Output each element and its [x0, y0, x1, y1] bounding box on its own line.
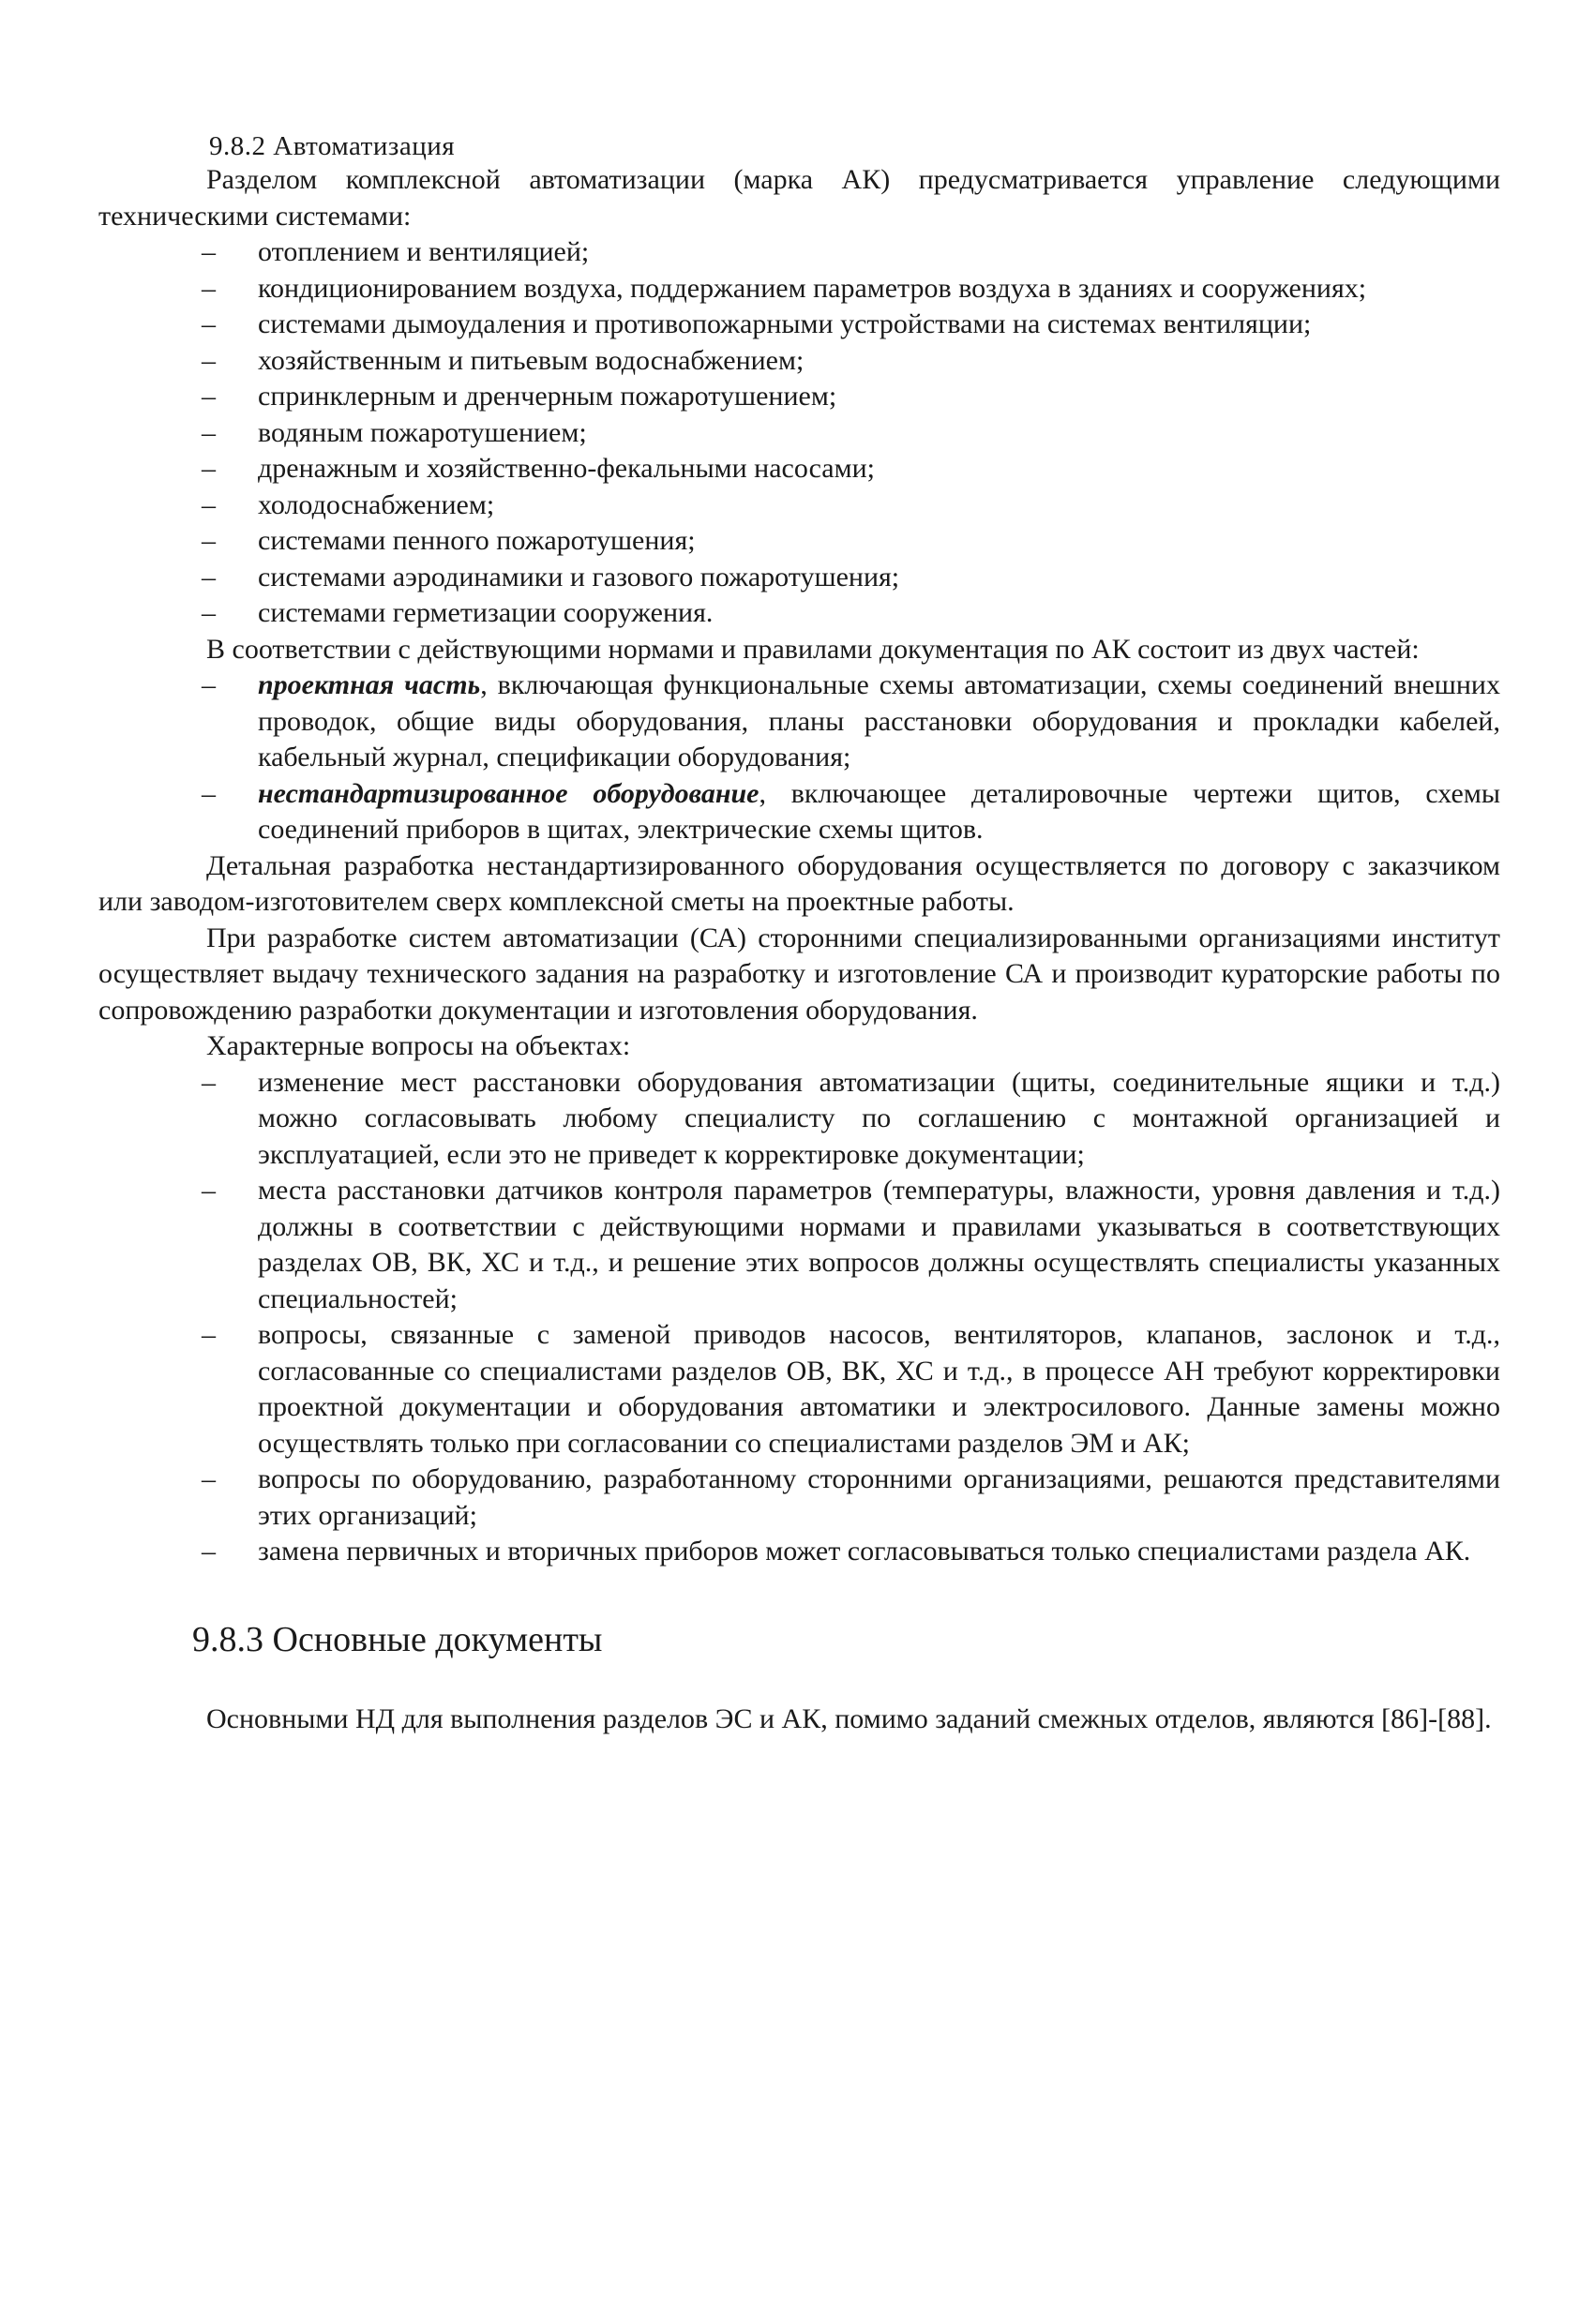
typical-issues-list	[98, 1065, 1500, 1570]
automation-intro-paragraph: Разделом комплексной автоматизации (марка АК) предусматривается управление следующими техническими системами:	[98, 164, 1500, 232]
detail-development-paragraph: Детальная разработка нестандартизированного оборудования осуществляется по договору с заказчиком или заводом-изготовителем сверх комплексной сметы на проектные работы.	[98, 849, 1500, 917]
term-design-part-text: , включающая функциональные схемы автоматизации, схемы соединений внешних проводок, общие виды оборудования, планы расстановки оборудования и прокладки кабелей, кабельный журнал, спецификации оборудования;	[258, 669, 1500, 772]
list-item	[202, 667, 1500, 776]
list-item: – системами герметизации сооружения.	[202, 595, 1500, 632]
list-item: – места расстановки датчиков контроля параметров (температуры, влажности, уровня давления и т.д.) должны в соответствии с действующими нормами и правилами указываться в соответствующих разделах ОВ, ВК, ХС и т.д., и решение этих вопросов должны осуществлять специалисты указанных специальностей;	[202, 1173, 1500, 1317]
list-item	[202, 776, 1500, 848]
list-item: – вопросы по оборудованию, разработанному сторонними организациями, решаются представителями этих организаций;	[202, 1462, 1500, 1534]
section-heading-9-8-2: 9.8.2 Автоматизация	[209, 131, 456, 161]
term-design-part: проектная часть	[258, 669, 481, 700]
typical-issues-intro: Характерные вопросы на объектах:	[206, 1030, 631, 1061]
list-item: – холодоснабжением;	[202, 487, 1500, 524]
list-item: – изменение мест расстановки оборудования автоматизации (щиты, соединительные ящики и т.д.) можно согласовывать любому специалисту по соглашению с монтажной организацией и эксплуатацией, если это не приведет к корректировке документации;	[202, 1065, 1500, 1174]
list-item: – кондиционированием воздуха, поддержанием параметров воздуха в зданиях и сооружениях;	[202, 271, 1500, 307]
main-documents-paragraph: Основными НД для выполнения разделов ЭС и АК, помимо заданий смежных отделов, являются [86]-[88].	[206, 1702, 1492, 1734]
controlled-systems-list	[98, 234, 1500, 632]
list-item: – спринклерным и дренчерным пожаротушением;	[202, 379, 1500, 415]
term-nonstandard-equipment-text: , включающее деталировочные чертежи щитов, схемы соединений приборов в щитах, электрические схемы щитов.	[258, 777, 1500, 845]
list-item: – системами аэродинамики и газового пожаротушения;	[202, 560, 1500, 596]
list-item: – замена первичных и вторичных приборов может согласовываться только специалистами раздела АК.	[202, 1534, 1500, 1570]
third-party-sa-paragraph: При разработке систем автоматизации (СА) сторонними специализированными организациями институт осуществляет выдачу технического задания на разработку и изготовление СА и производит кураторские работы по сопровождению разработки документации и изготовления оборудования.	[98, 922, 1500, 1026]
list-item: – отоплением и вентиляцией;	[202, 234, 1500, 271]
list-item: – системами дымоудаления и противопожарными устройствами на системах вентиляции;	[202, 307, 1500, 343]
term-nonstandard-equipment: нестандартизированное оборудование	[258, 777, 759, 809]
list-item: – хозяйственным и питьевым водоснабжением;	[202, 343, 1500, 380]
document-page	[98, 131, 1500, 1737]
documentation-parts-list	[98, 667, 1500, 848]
list-item: – вопросы, связанные с заменой приводов насосов, вентиляторов, клапанов, заслонок и т.д., согласованные со специалистами разделов ОВ, ВК, ХС и т.д., в процессе АН требуют корректировки проектной документации и оборудования автоматики и электросилового. Данные замены можно осуществлять только при согласовании со специалистами разделов ЭМ и АК;	[202, 1317, 1500, 1462]
documentation-parts-intro: В соответствии с действующими нормами и правилами документация по АК состоит из двух частей:	[206, 633, 1420, 665]
list-item: – дренажным и хозяйственно-фекальными насосами;	[202, 451, 1500, 487]
section-heading-9-8-3: 9.8.3 Основные документы	[192, 1619, 603, 1659]
list-item: – системами пенного пожаротушения;	[202, 523, 1500, 560]
list-item: – водяным пожаротушением;	[202, 415, 1500, 452]
